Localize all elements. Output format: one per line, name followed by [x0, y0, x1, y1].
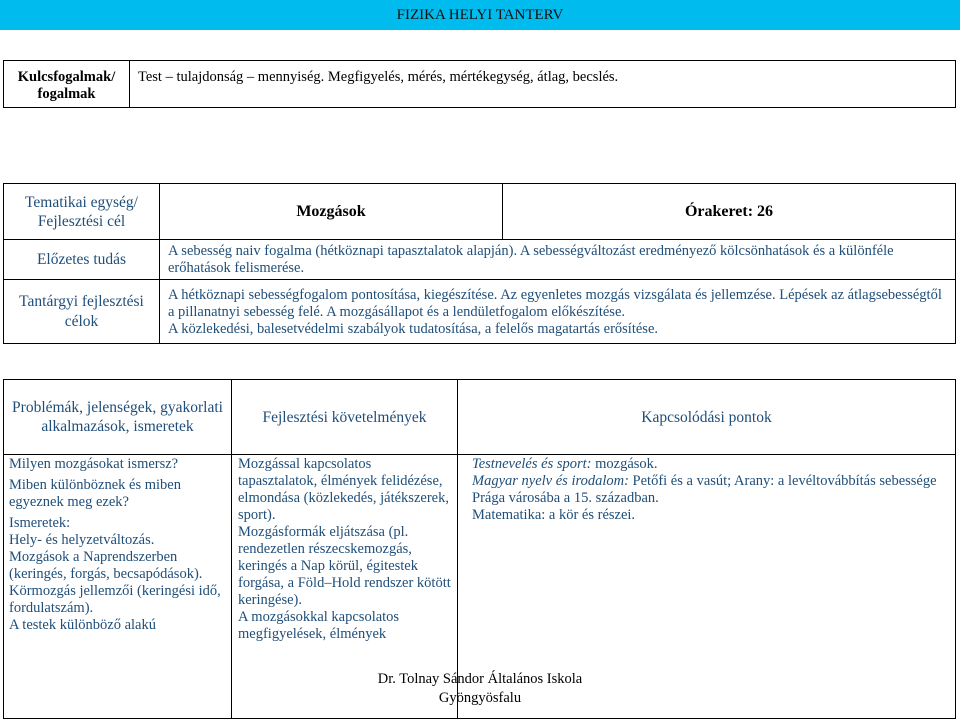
goals-line-1: A hétköznapi sebességfogalom pontosítása, kiegészítése. Az egyenletes mozgás vizsgálata és jellemzése. Lépések az átlagsebességtől a pillanatnyi sebesség felé. A mozgásállapot és a lendületfogalom előkészítése.: [168, 287, 942, 320]
unit-name: Mozgások: [159, 184, 502, 239]
prior-knowledge-label: Előzetes tudás: [4, 239, 159, 279]
requirements-item: A mozgásokkal kapcsolatos megfigyelések, élmények: [238, 609, 400, 642]
connection-math: Matematika: a kör és részei.: [472, 507, 636, 523]
key-concepts-label: Kulcsfogalmak/ fogalmak: [17, 69, 116, 102]
prior-knowledge-text: A sebesség naiv fogalma (hétköznapi tapasztalatok alapján). A sebességváltozást eredményező kölcsönhatások és a különféle erőhatások felismerése.: [159, 239, 955, 279]
problems-item: Mozgások a Naprendszerben (keringés, forgás, becsapódások).: [9, 549, 203, 582]
goals-line-2: A közlekedési, balesetvédelmi szabályok tudatosítása, a felelős magatartás erősítése.: [168, 321, 659, 337]
key-concepts-text: Test – tulajdonság – mennyiség. Megfigyelés, mérés, mértékegység, átlag, becslés.: [129, 61, 955, 107]
problems-item: Miben különböznek és miben egyeznek meg ezek?: [9, 477, 181, 510]
content-table: [3, 379, 956, 719]
problems-item: Milyen mozgásokat ismersz?: [9, 456, 179, 472]
problems-item: Hely- és helyzetváltozás.: [9, 532, 155, 548]
footer-location: Gyöngyösfalu: [438, 690, 522, 706]
col-problems-header: Problémák, jelenségek, gyakorlati alkalmazások, ismeretek: [12, 399, 223, 435]
col-requirements-header: Fejlesztési követelmények: [231, 380, 457, 454]
footer-school-name: Dr. Tolnay Sándor Általános Iskola: [377, 671, 583, 687]
col-connections-header: Kapcsolódási pontok: [457, 380, 955, 454]
connection-pe-text: mozgások.: [591, 456, 658, 472]
thematic-unit-table: [3, 183, 956, 344]
requirements-item: Mozgásformák eljátszása (pl. rendezetlen részecskemozgás, keringés a Nap körül, égitestek forgása, a Föld–Hold rendszer kötött keringése).: [238, 524, 451, 608]
connection-literature-text: Petőfi és a vasút; Arany: a levéltovábbítás sebessége Prága városába a 15. században.: [472, 473, 937, 506]
connection-pe-subject: Testnevelés és sport:: [472, 456, 592, 472]
goals-label: Tantárgyi fejlesztési célok: [4, 279, 159, 343]
problems-item: Ismeretek:: [9, 515, 71, 531]
goals-text: [159, 279, 955, 343]
document-title: FIZIKA HELYI TANTERV: [0, 0, 960, 30]
connection-literature-subject: Magyar nyelv és irodalom:: [472, 473, 629, 489]
requirements-item: Mozgással kapcsolatos tapasztalatok, élmények felidézése, elmondása (közlekedés, játékszerek, sport).: [238, 456, 449, 523]
connection-literature: [472, 473, 943, 507]
problems-item: A testek különböző alakú: [9, 617, 156, 633]
hours-label: Órakeret: 26: [502, 184, 955, 239]
unit-label: Tematikai egység/ Fejlesztési cél: [25, 193, 138, 230]
key-concepts-table: [3, 60, 956, 108]
connection-pe: [472, 456, 943, 473]
problems-item: Körmozgás jellemzői (keringési idő, fordulatszám).: [9, 583, 221, 616]
